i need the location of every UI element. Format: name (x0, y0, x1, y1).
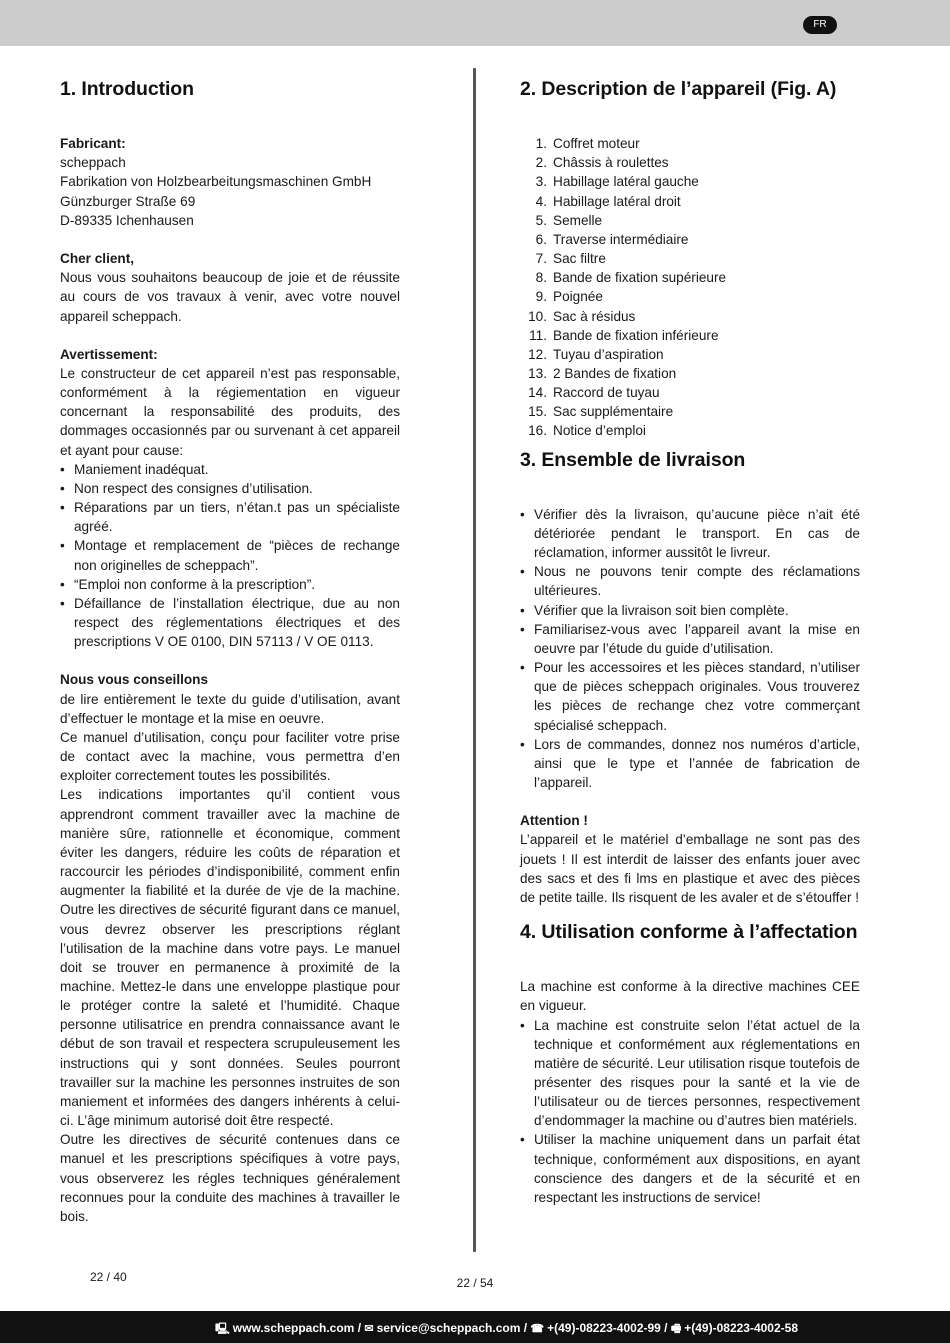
footer-bar (0, 1311, 950, 1343)
right-column (520, 76, 860, 1207)
phone-icon: ☎ (530, 1323, 545, 1335)
list-item: • Nous ne pouvons tenir compte des réclamations ultérieures. (520, 562, 860, 600)
list-item (520, 402, 860, 421)
item-text: Raccord de tuyau (553, 385, 660, 401)
attention-label: Attention ! (520, 813, 588, 829)
list-item: • Utiliser la machine uniquement dans un parfait état technique, conformément aux dispositions, en ayant conscience des dangers et de la sécurité et en respectant les instructions de service! (520, 1130, 860, 1207)
conseil-paragraph: Ce manuel d’utilisation, conçu pour faciliter votre prise de contact avec la machine, vous permettra d’en exploiter correctement toutes les possibilités. (60, 729, 400, 784)
language-badge: FR (803, 16, 837, 34)
intro-heading: 1. Introduction (60, 78, 194, 100)
item-number: 16. (528, 423, 547, 439)
fabricant-label: Fabricant: (60, 136, 126, 152)
conseil-label: Nous vous conseillons (60, 672, 209, 688)
item-number: 4. (535, 193, 547, 209)
attention-text: L’appareil et le matériel d’emballage ne sont pas des jouets ! Il est interdit de laisser des enfants jouer avec des sacs et des fi lms en plastique et avec des pièces de petite taille. Ils risquent de les avaler et de s’étouffer ! (520, 832, 860, 905)
item-text: Habillage latéral gauche (553, 174, 699, 190)
item-text: Poignée (553, 289, 603, 305)
item-number: 6. (535, 231, 547, 247)
item-text: Semelle (553, 212, 603, 228)
fabricant-line: Günzburger Straße 69 (60, 193, 196, 209)
cher-client-label: Cher client, (60, 251, 135, 267)
list-item (520, 230, 860, 249)
list-item (520, 287, 860, 306)
list-item: • “Emploi non conforme à la prescription”. (60, 575, 400, 594)
list-item: • Familiarisez-vous avec l’appareil avant la mise en oeuvre par l’étude du guide d’utilisation. (520, 620, 860, 658)
item-text: Châssis à roulettes (553, 155, 669, 171)
footer-contact (215, 1320, 798, 1339)
item-number: 13. (528, 366, 547, 382)
item-text: Bande de fixation inférieure (553, 327, 719, 343)
item-number: 14. (528, 385, 547, 401)
email-link[interactable]: service@scheppach.com / (376, 1321, 528, 1335)
list-item (520, 134, 860, 153)
item-text: Notice d’emploi (553, 423, 646, 439)
livraison-heading: 3. Ensemble de livraison (520, 448, 746, 471)
avertissement-list (60, 460, 400, 652)
list-item (520, 249, 860, 268)
item-number: 10. (528, 308, 547, 324)
top-header-bar (0, 0, 950, 46)
fabricant-address (60, 153, 400, 230)
list-item: • Vérifier dès la livraison, qu’aucune pièce n’ait été détériorée pendant le transport. En cas de réclamation, informer aussitôt le livreur. (520, 505, 860, 562)
computer-icon: 🖳 (215, 1323, 230, 1335)
list-item: • Maniement inadéquat. (60, 460, 400, 479)
list-item (520, 268, 860, 287)
list-item (520, 307, 860, 326)
page-number-center: 22 / 54 (456, 1276, 494, 1290)
fax-number: +(49)-08223-4002-58 (684, 1321, 798, 1335)
description-heading: 2. Description de l’appareil (Fig. A) (520, 78, 837, 100)
fabricant-line: D-89335 Ichenhausen (60, 212, 194, 228)
list-item (520, 364, 860, 383)
utilisation-list (520, 1016, 860, 1208)
avertissement-text: Le constructeur de cet appareil n’est pas responsable, conformément à la régiementation en vigueur concernant la responsabilité des produits, des dommages occasionnés par ou survenant à cet appareil et ayant pour cause: (60, 365, 400, 458)
avertissement-label: Avertissement: (60, 346, 158, 362)
item-number: 12. (528, 346, 547, 362)
fabricant-line: scheppach (60, 155, 126, 171)
list-item: • Vérifier que la livraison soit bien complète. (520, 601, 860, 620)
list-item (520, 172, 860, 191)
list-item: • Défaillance de l’installation électrique, due au non respect des réglementations électriques et des prescriptions V OE 0100, DIN 57113 / V OE 0113. (60, 594, 400, 651)
item-number: 5. (535, 212, 547, 228)
utilisation-heading: 4. Utilisation conforme à l’affectation (520, 921, 858, 944)
mail-icon: ✉ (364, 1323, 374, 1335)
list-item: • Non respect des consignes d’utilisation. (60, 479, 400, 498)
conseil-paragraph: de lire entièrement le texte du guide d’utilisation, avant d’effectuer le montage et la mise en oeuvre. (60, 691, 400, 726)
column-divider (473, 68, 476, 1252)
item-number: 2. (535, 155, 547, 171)
item-text: Tuyau d’aspiration (553, 346, 664, 362)
item-text: Traverse intermédiaire (553, 231, 689, 247)
phone-number: +(49)-08223-4002-99 / (547, 1321, 668, 1335)
item-text: 2 Bandes de fixation (553, 366, 677, 382)
conseil-paragraph: Les indications importantes qu’il contient vous apprendront comment travailler avec la machine de manière sûre, rationnelle et économique, comment éviter les dangers, réduire les coûts de réparation et raccourcir les périodes d’indisponibilité, comment enfin augmenter la fiabilité et la durée de vje de la machine. Outre les directives de sécurité figurant dans ce manuel, vous devrez observer les prescriptions réglant l’utilisation de la machine dans votre pays. Le manuel doit se trouver en permanence à proximité de la machine. Mettez-le dans une enveloppe plastique pour le protéger contre la saleté et l’humidité. Chaque personne utilisatrice en prendra connaissance avant le début de son travail et respectera scrupuleusement les instructions qui y sont données. Seules pourront travailler sur la machine les personnes instruites de son maniement et informées des dangers inhérents à celui-ci. L’âge minimum autorisé doit être respecté. (60, 787, 400, 1129)
parts-list (520, 134, 860, 441)
item-number: 15. (528, 404, 547, 420)
item-number: 11. (529, 327, 547, 343)
item-number: 9. (535, 289, 547, 305)
utilisation-intro: La machine est conforme à la directive machines CEE en vigueur. (520, 979, 860, 1014)
list-item: • Pour les accessoires et les pièces standard, n’utiliser que de pièces scheppach originales. Vous trouverez les pièces de rechange chez votre commerçant spécialisé scheppach. (520, 658, 860, 735)
list-item (520, 383, 860, 402)
item-text: Sac à résidus (553, 308, 636, 324)
item-number: 3. (535, 174, 547, 190)
item-number: 7. (535, 251, 547, 267)
fabricant-line: Fabrikation von Holzbearbeitungsmaschinen GmbH (60, 174, 372, 190)
list-item (520, 211, 860, 230)
item-text: Sac supplémentaire (553, 404, 674, 420)
list-item: • Réparations par un tiers, n’étan.t pas un spécialiste agréé. (60, 498, 400, 536)
list-item (520, 326, 860, 345)
livraison-list (520, 505, 860, 792)
list-item: • La machine est construite selon l’état actuel de la technique et conformément aux réglementations en matière de sécurité. Leur utilisation risque toutefois de présenter des risques pour la santé et la vie de l’utilisateur ou de tierces personnes, respectivement d’endommager la machine ou d’autres bien matériels. (520, 1016, 860, 1131)
fax-icon: 🖷 (670, 1323, 682, 1335)
list-item (520, 192, 860, 211)
list-item: • Montage et remplacement de “pièces de rechange non originelles de scheppach”. (60, 536, 400, 574)
item-text: Coffret moteur (553, 136, 640, 152)
conseil-paragraph: Outre les directives de sécurité contenues dans ce manuel et les prescriptions spécifiques à votre pays, vous observerez les régles techniques généralement reconnues pour la conduite des machines à travailler le bois. (60, 1132, 400, 1224)
left-column (60, 76, 400, 1226)
item-number: 8. (535, 270, 547, 286)
list-item (520, 421, 860, 440)
page-number-left: 22 / 40 (90, 1270, 127, 1284)
item-number: 1. (535, 136, 547, 152)
website-link[interactable]: www.scheppach.com / (232, 1321, 362, 1335)
list-item: • Lors de commandes, donnez nos numéros d’article, ainsi que le type et l’année de fabrication de l’appareil. (520, 735, 860, 792)
list-item (520, 345, 860, 364)
list-item (520, 153, 860, 172)
cher-client-text: Nous vous souhaitons beaucoup de joie et de réussite au cours de vos travaux à venir, avec votre nouvel appareil scheppach. (60, 270, 400, 324)
item-text: Habillage latéral droit (553, 193, 681, 209)
item-text: Sac filtre (553, 251, 606, 267)
item-text: Bande de fixation supérieure (553, 270, 727, 286)
